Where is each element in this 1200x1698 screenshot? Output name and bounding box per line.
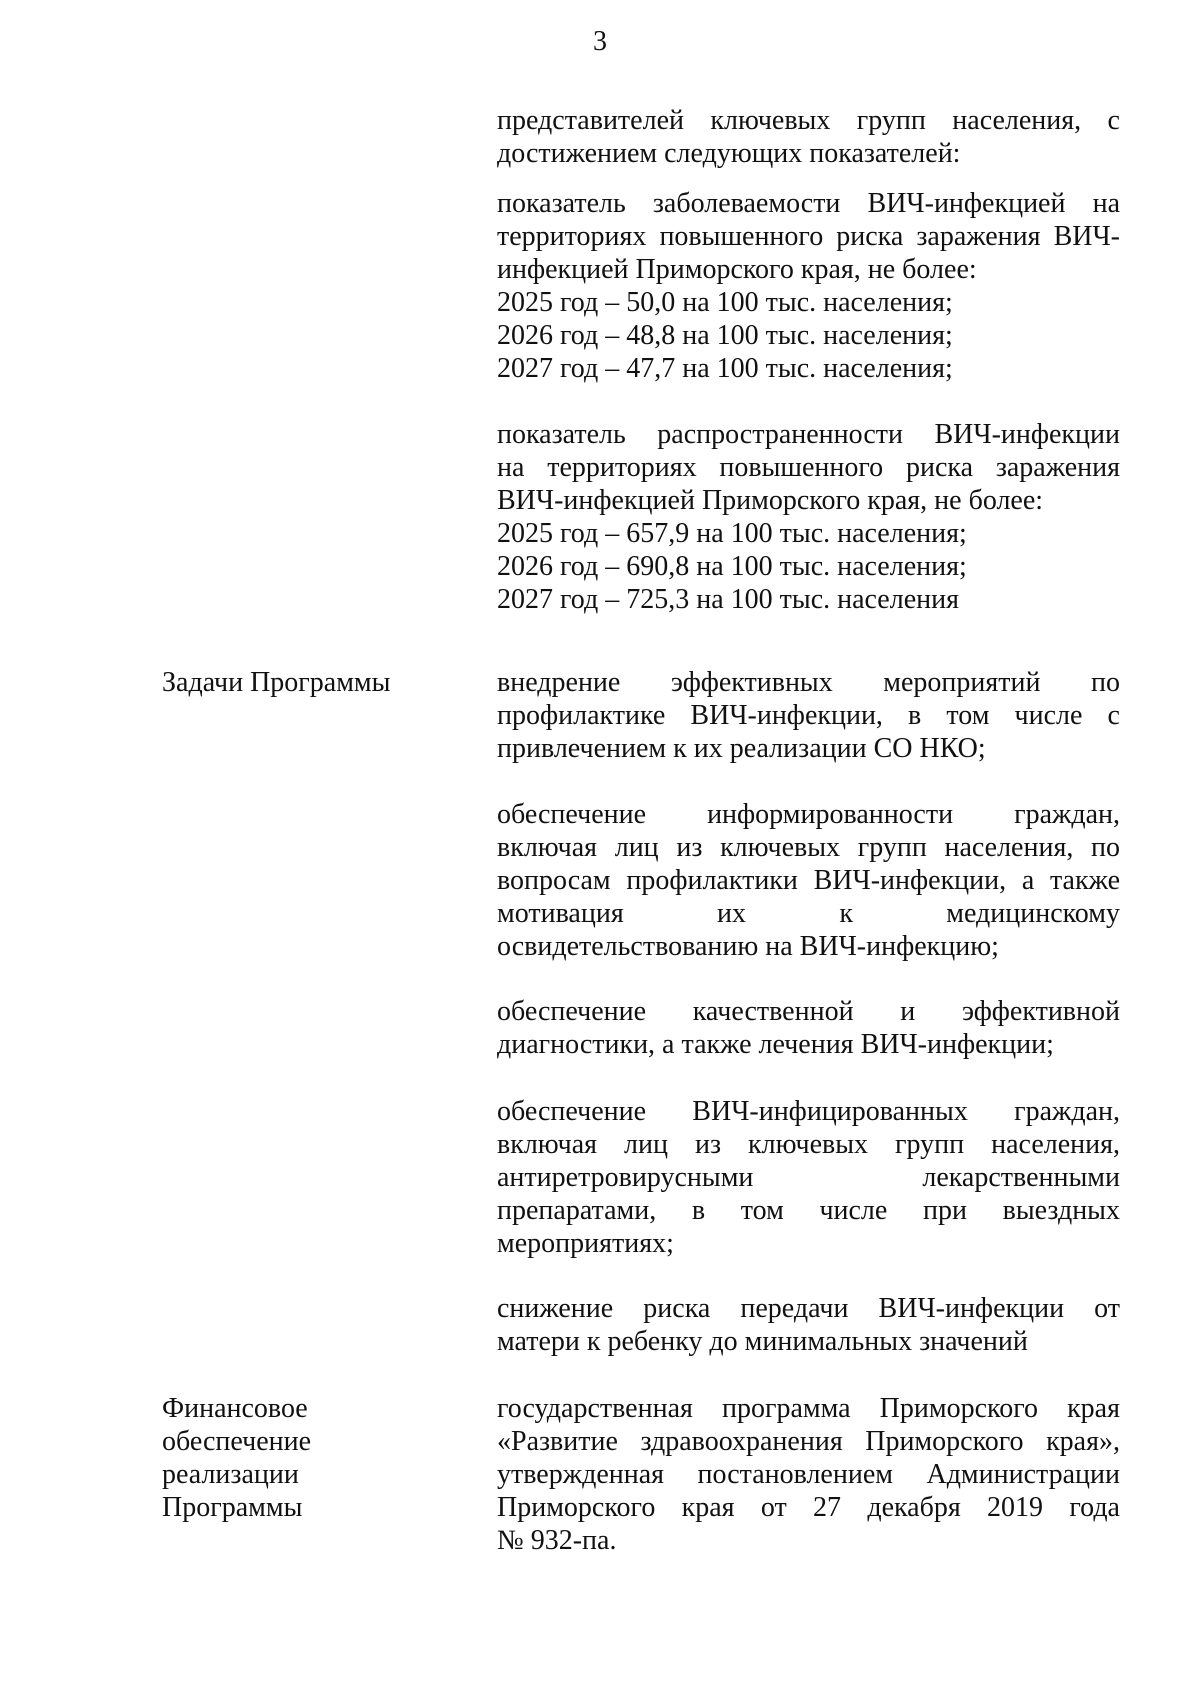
text-line: 2027 год – 725,3 на 100 тыс. населения: [497, 584, 959, 615]
text-line: препаратами, в том числе при выездных: [497, 1195, 1120, 1226]
text-line: обеспечение информированности граждан,: [497, 799, 1120, 830]
text-line: показатель распространенности ВИЧ-инфекции: [497, 419, 1120, 450]
text-line: 2027 год – 47,7 на 100 тыс. населения;: [497, 353, 953, 384]
text-line: инфекцией Приморского края, не более:: [497, 254, 977, 285]
text-line: профилактике ВИЧ-инфекции, в том числе с: [497, 700, 1120, 731]
text-line: внедрение эффективных мероприятий по: [497, 667, 1120, 698]
text-line: 2025 год – 50,0 на 100 тыс. населения;: [497, 287, 953, 318]
label-line: обеспечение: [162, 1426, 312, 1457]
task-paragraph-2: [497, 798, 1120, 963]
text-line: 2025 год – 657,9 на 100 тыс. населения;: [497, 518, 967, 549]
text-line: утвержденная постановлением Администрации: [497, 1459, 1120, 1490]
label-line: реализации: [162, 1459, 299, 1490]
text-line: ВИЧ-инфекцией Приморского края, не более:: [497, 485, 1044, 516]
text-line: привлечением к их реализации СО НКО;: [497, 733, 986, 764]
text-line: Приморского края от 27 декабря 2019 года: [497, 1492, 1120, 1523]
text-line: обеспечение ВИЧ-инфицированных граждан,: [497, 1096, 1120, 1127]
label-line: Задачи Программы: [162, 667, 391, 698]
text-line: диагностики, а также лечения ВИЧ-инфекции;: [497, 1029, 1054, 1060]
text-line: вопросам профилактики ВИЧ-инфекции, а также: [497, 865, 1120, 896]
text-line: включая лиц из ключевых групп населения,: [497, 1129, 1120, 1160]
task-paragraph-4: [497, 1095, 1120, 1260]
page-number: 3: [593, 26, 607, 57]
text-line: территориях повышенного риска заражения ВИЧ-: [497, 221, 1120, 252]
text-line: на территориях повышенного риска заражения: [497, 452, 1120, 483]
text-line: 2026 год – 690,8 на 100 тыс. населения;: [497, 551, 967, 582]
text-line: показатель заболеваемости ВИЧ-инфекцией на: [497, 188, 1120, 219]
text-line: снижение риска передачи ВИЧ-инфекции от: [497, 1293, 1120, 1324]
text-line: государственная программа Приморского края: [497, 1393, 1120, 1424]
text-line: включая лиц из ключевых групп населения, по: [497, 832, 1120, 863]
text-line: представителей ключевых групп населения, с: [497, 105, 1120, 136]
text-line: «Развитие здравоохранения Приморского края»,: [497, 1426, 1120, 1457]
text-line: № 932-па.: [497, 1525, 617, 1556]
task-paragraph-1: [497, 666, 1120, 765]
text-line: освидетельствованию на ВИЧ-инфекцию;: [497, 931, 999, 962]
text-line: мероприятиях;: [497, 1228, 674, 1259]
financing-label: [162, 1392, 462, 1524]
indicators-intro-paragraph: [497, 104, 1120, 170]
text-line: мотивация их к медицинскому: [497, 898, 1120, 929]
text-line: антиретровирусными лекарственными: [497, 1162, 1120, 1193]
label-line: Финансовое: [162, 1393, 308, 1424]
tasks-label: [162, 666, 462, 699]
text-line: 2026 год – 48,8 на 100 тыс. населения;: [497, 320, 953, 351]
label-line: Программы: [162, 1492, 303, 1523]
text-line: матери к ребенку до минимальных значений: [497, 1326, 1028, 1357]
text-line: обеспечение качественной и эффективной: [497, 996, 1120, 1027]
financing-paragraph: [497, 1392, 1120, 1557]
prevalence-indicator-paragraph: [497, 418, 1120, 616]
incidence-indicator-paragraph: [497, 187, 1120, 385]
task-paragraph-3: [497, 995, 1120, 1061]
task-paragraph-5: [497, 1292, 1120, 1358]
text-line: достижением следующих показателей:: [497, 138, 961, 169]
